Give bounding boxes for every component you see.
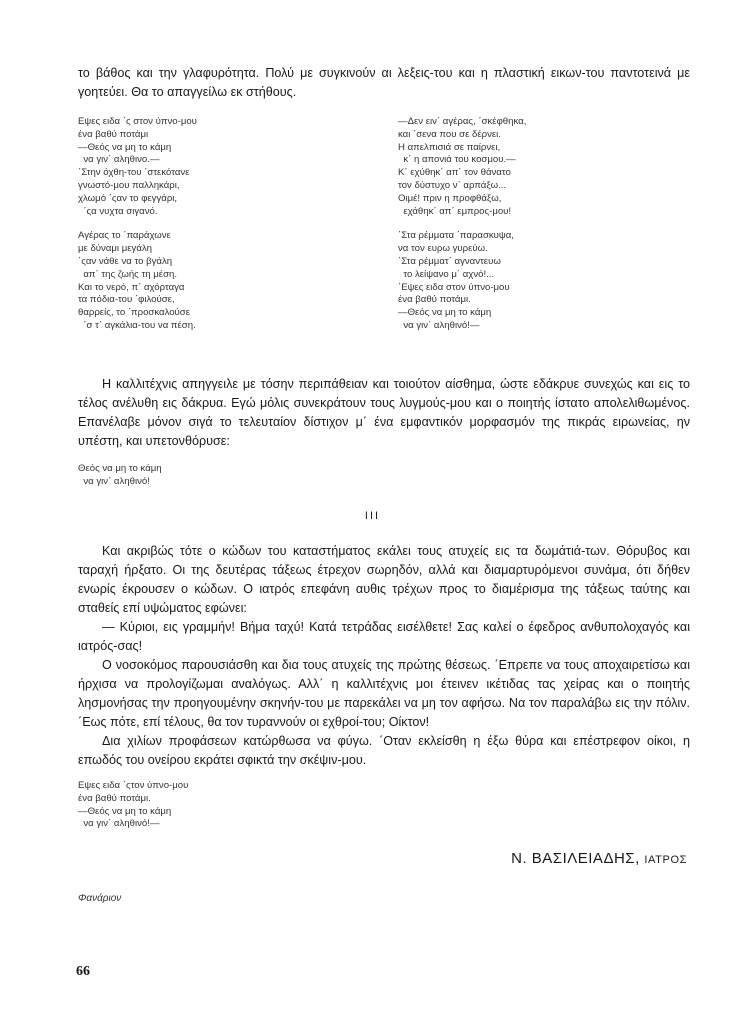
poem-line: απ΄ της ζωής τη μέση. bbox=[78, 268, 177, 280]
stanza-gap bbox=[78, 218, 197, 230]
poem-line: Θεός να μη το κάμη bbox=[78, 463, 162, 474]
poem-line: με δύναμι μεγάλη bbox=[78, 243, 153, 255]
poem-line: ΄Εψες ειδα στον ύπνο-μου bbox=[398, 281, 510, 293]
middle-paragraph-text: Η καλλιτέχνις απηγγειλε με τόσην περιπάθειαν και τοιούτον αίσθημα, ώστε εδάκρυε συνεχώς και εις το τέλος ανέλυθη εις δάκρυα. Εγώ μόλις συνεκράτουν τους λυγμούς-μου και ο ποιητής ίστατο απολελιθωμένος. Επανέλαβε μόνον σιγά το τελευταίον δίστιχον μ΄ ένα εμφαντικόν μορφασμόν της πικράς ειρωνείας, ην υπέστη, και υπετονθόρυσε: bbox=[78, 377, 690, 448]
poem-line: να τον ευρω γυρεύω. bbox=[398, 243, 488, 255]
poem-line: —Θεός να μη το κάμη bbox=[398, 307, 492, 319]
poem-line: ΄ςα νυχτα σιγανό. bbox=[78, 205, 158, 217]
poem-line: Κ΄ εχύθηκ΄ απ΄ τον θάνατο bbox=[398, 167, 511, 179]
poem-left-column bbox=[78, 116, 197, 333]
poem-line: ΄ςαν νάθε να το βγάλη bbox=[78, 255, 173, 267]
closing-paragraphs bbox=[78, 542, 690, 770]
poem-line: Και το νερό, π΄ αχόρταγα bbox=[78, 281, 185, 293]
poem-line: να γιν΄ αληθινό! bbox=[78, 475, 150, 487]
poem-line: κ΄ η απονιά του κοσμου.— bbox=[398, 154, 516, 166]
poem-line: ΄Στα ρέμματ΄ αγναντευω bbox=[398, 255, 501, 267]
poem-line: Εψες ειδα ΄ςτον ύπνο-μου bbox=[78, 780, 189, 791]
poem-line: γνωστό-μου παλληκάρι, bbox=[78, 179, 180, 191]
poem-line: θαρρείς, το ΄προσκαλούσε bbox=[78, 307, 191, 319]
poem-line: χλωμό ΄ςαν το φεγγάρι, bbox=[78, 192, 178, 204]
poem-line: εχάθηκ΄ απ΄ εμπρος-μου! bbox=[398, 205, 512, 217]
intro-text: το βάθος και την γλαφυρότητα. Πολύ με συγκινούν αι λεξεις-του και η πλαστική εικων-του παντοτεινά με γοητεύει. Θα το απαγγείλω εκ στήθους. bbox=[78, 66, 690, 99]
poem-line: το λείψανο μ΄ αχνό!... bbox=[398, 268, 495, 280]
poem-line: ΄Στην όχθη-του ΄στεκότανε bbox=[78, 167, 190, 179]
author-signature bbox=[511, 850, 687, 867]
poem-line: να γιν΄ αληθινό!— bbox=[398, 319, 480, 331]
page-number: 66 bbox=[76, 964, 90, 979]
middle-paragraph bbox=[78, 375, 690, 451]
closing-quatrain bbox=[78, 780, 188, 831]
poem-line: Αγέρας το ΄παράχωνε bbox=[78, 230, 171, 242]
section-heading: III bbox=[364, 510, 381, 522]
poem-line: Η απελπισιά σε παίρνει, bbox=[398, 141, 501, 153]
paragraph: Και ακριβώς τότε ο κώδων του καταστήματος εκάλει τους ατυχείς εις τα δωμάτιά-των. Θόρυβος και ταραχή ήρξατο. Οι της δευτέρας τάξεως έτρεχον σωρηδόν, αλλά και διαμαρτυρόμενοι συνάμα, ότι δήθεν ενωρίς έκρουσεν ο κώδων. Ο ιατρός επεφάνη αυθις τρέχων προς το διαμέρισμα της τάξεως ταύτης και σταθείς επί υψώματος εφώνει: bbox=[78, 544, 690, 615]
poem-left-stanza-1 bbox=[78, 116, 197, 218]
poem-line: Οιμέ! πριν η προφθάξω, bbox=[398, 192, 502, 204]
poem-line: ένα βαθύ ποτάμι bbox=[78, 128, 149, 140]
dialogue-paragraph: — Κύριοι, εις γραμμήν! Βήμα ταχύ! Κατά τετράδας εισέλθετε! Σας καλεί ο έφεδρος ανθυπολοχαγός και ιατρός-σας! bbox=[78, 620, 690, 653]
poem-right-column bbox=[398, 116, 526, 333]
poem-line: ΄Στα ρέμματα ΄παρασκυψα, bbox=[398, 230, 514, 242]
poem-line: τον δύστυχο ν΄ αρπάξω... bbox=[398, 179, 507, 191]
poem-line: τα πόδια-του ΄φιλούσε, bbox=[78, 294, 175, 306]
poem-line: —Θεός να μη το κάμη bbox=[78, 805, 172, 817]
place-name: Φανάριον bbox=[78, 893, 122, 904]
poem-line: Εψες ειδα ΄ς στον ύπνο-μου bbox=[78, 116, 197, 127]
poem-right-stanza-2 bbox=[398, 230, 526, 332]
poem-right-stanza-1 bbox=[398, 116, 526, 218]
stanza-gap bbox=[398, 218, 526, 230]
poem-line: —Δεν ειν΄ αγέρας, ΄σκέφθηκα, bbox=[398, 116, 527, 127]
paragraph: Δια χιλίων προφάσεων κατώρθωσα να φύγω. ΄Οταν εκλείσθη η έξω θύρα και επέστρεφον οίκοι, η επωδός του ονείρου εκράτει σφικτά την σκέψιν-μου. bbox=[78, 734, 690, 767]
intro-paragraph bbox=[78, 64, 690, 102]
poem-line: —Θεός να μη το κάμη bbox=[78, 141, 172, 153]
poem-line: ένα βαθύ ποτάμι. bbox=[78, 792, 151, 804]
poem-left-stanza-2 bbox=[78, 230, 197, 332]
poem-line: ένα βαθύ ποτάμι. bbox=[398, 294, 471, 306]
author-title: ΙΑΤΡΟΣ bbox=[644, 854, 687, 866]
poem-line: ΄σ τ΄ αγκάλια-του να πέση. bbox=[78, 319, 196, 331]
quoted-couplet bbox=[78, 463, 162, 489]
author-name: Ν. ΒΑΣΙΛΕΙΑΔΗΣ, bbox=[511, 850, 640, 867]
paragraph: Ο νοσοκόμος παρουσιάσθη και δια τους ατυχείς της πρώτης θέσεως. ΄Επρεπε να τους αποχαιρετίσω και ήρχισα να προλογίζωμαι αναλόγως. Αλλ΄ η καλλιτέχνις μοι έτεινεν ικέτιδας τας χείρας και ο ποιητής λησμονήσας την προηγουμένην σκηνήν-του με παρεκάλει να μη τον αφήσω. Να τον παραλάβω εις την πόλιν. ΄Εως πότε, επί τέλους, θα τον τυραννούν οι εχθροί-του; Οίκτον! bbox=[78, 658, 690, 729]
poem-line: να γιν΄ αληθινό!— bbox=[78, 818, 160, 830]
poem-line: να γιν΄ αληθινο.— bbox=[78, 154, 160, 166]
poem-line: και ΄σενα που σε δέρνει. bbox=[398, 128, 501, 140]
